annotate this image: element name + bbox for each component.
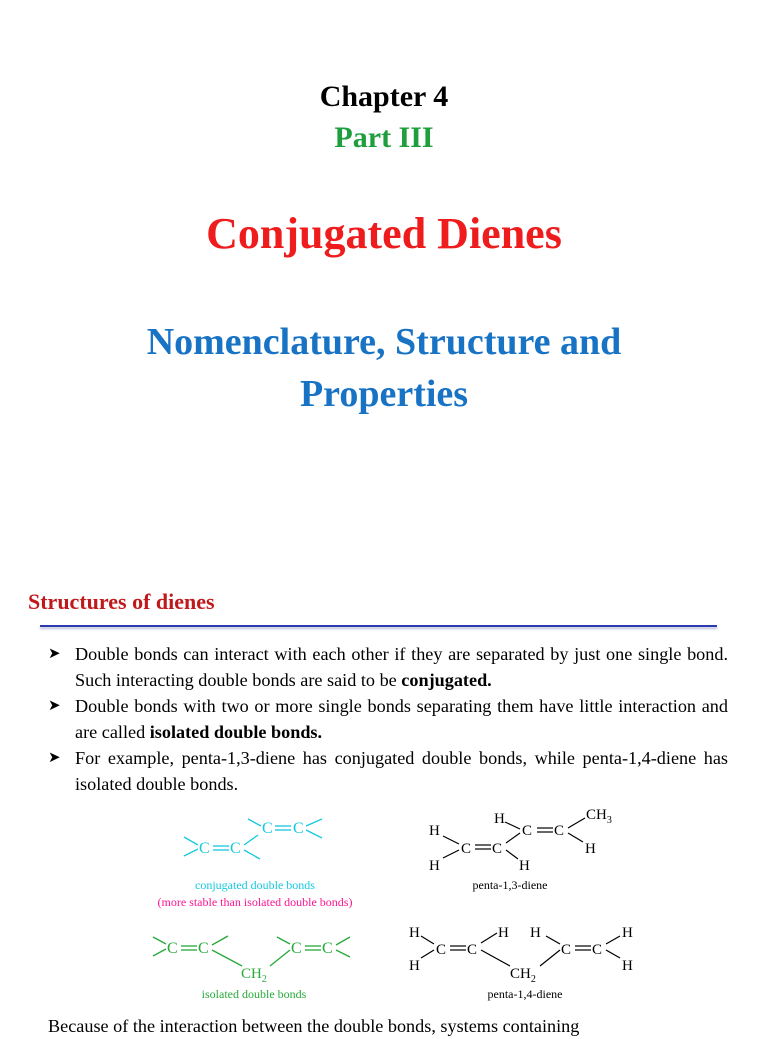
atom-label: C [291,940,302,957]
arrowhead-bullet-icon: ➤ [48,698,61,714]
atom-label: C [230,840,241,857]
penta-1-4-diene-structure [421,933,620,966]
atom-label: H [622,958,633,974]
section-heading: Structures of dienes [28,589,215,614]
page-title: Conjugated Dienes [206,209,562,258]
penta-1-4-diene-caption: penta-1,4-diene [487,987,563,1001]
bullet-item [48,693,728,745]
diene-structures-figure [0,800,768,1010]
bullet-bold-term: conjugated. [401,670,492,690]
arrowhead-bullet-icon: ➤ [48,750,61,766]
atom-label: C [461,841,472,857]
atom-label: C [167,940,178,957]
bullet-text: Double bonds with two or more single bonds separating them have little interaction and are called [75,696,728,742]
atom-label: C [262,820,273,837]
page-subtitle: Nomenclature, Structure and Properties [146,321,622,415]
atom-label: C [492,841,503,857]
atom-label: H [622,925,633,941]
conjugated-note: (more stable than isolated double bonds) [157,895,353,909]
methylene-label [510,966,536,985]
bullet-list [48,641,728,797]
penta-1-3-diene-caption: penta-1,3-diene [472,878,548,892]
methylene-label [241,966,267,985]
part-heading: Part III [334,121,434,154]
atom-label: H [519,858,530,874]
atom-label: H [530,925,541,941]
atom-label: C [554,823,565,839]
atom-label: C [467,942,478,958]
bullet-item [48,641,728,693]
atom-label: H [429,823,440,839]
atom-label: C [522,823,533,839]
bullet-text: For example, penta-1,3-diene has conjugated double bonds, while penta-1,4-diene has isolated double bonds. [75,748,728,794]
atom-label: H [585,841,596,857]
atom-label: H [494,811,505,827]
atom-label: CH [241,966,262,982]
arrowhead-bullet-icon: ➤ [48,646,61,662]
methyl-label [586,807,612,826]
atom-label: C [199,840,210,857]
atom-label: C [293,820,304,837]
atom-label: CH [586,807,607,823]
bullet-bold-term: isolated double bonds. [149,722,323,742]
section-divider [40,625,717,627]
atom-label: C [322,940,333,957]
atom-label: C [198,940,209,957]
atom-label: H [498,925,509,941]
conjugated-caption: conjugated double bonds [195,878,315,892]
atom-label: C [592,942,603,958]
isolated-diene-structure [153,936,350,966]
atom-label: C [436,942,447,958]
atom-subscript: 2 [261,974,267,985]
atom-label: C [561,942,572,958]
bullet-item [48,745,728,797]
atom-label: H [429,858,440,874]
atom-subscript: 3 [606,815,612,826]
continuation-text: Because of the interaction between the double bonds, systems containing [48,1016,580,1036]
chapter-heading: Chapter 4 [319,80,449,113]
bullet-text: Double bonds can interact with each other if they are separated by just one single bond. Such interacting double bonds are said to be [75,644,728,690]
atom-label: H [409,958,420,974]
isolated-caption: isolated double bonds [201,987,307,1001]
atom-label: H [409,925,420,941]
atom-label: CH [510,966,531,982]
atom-subscript: 2 [530,974,536,985]
